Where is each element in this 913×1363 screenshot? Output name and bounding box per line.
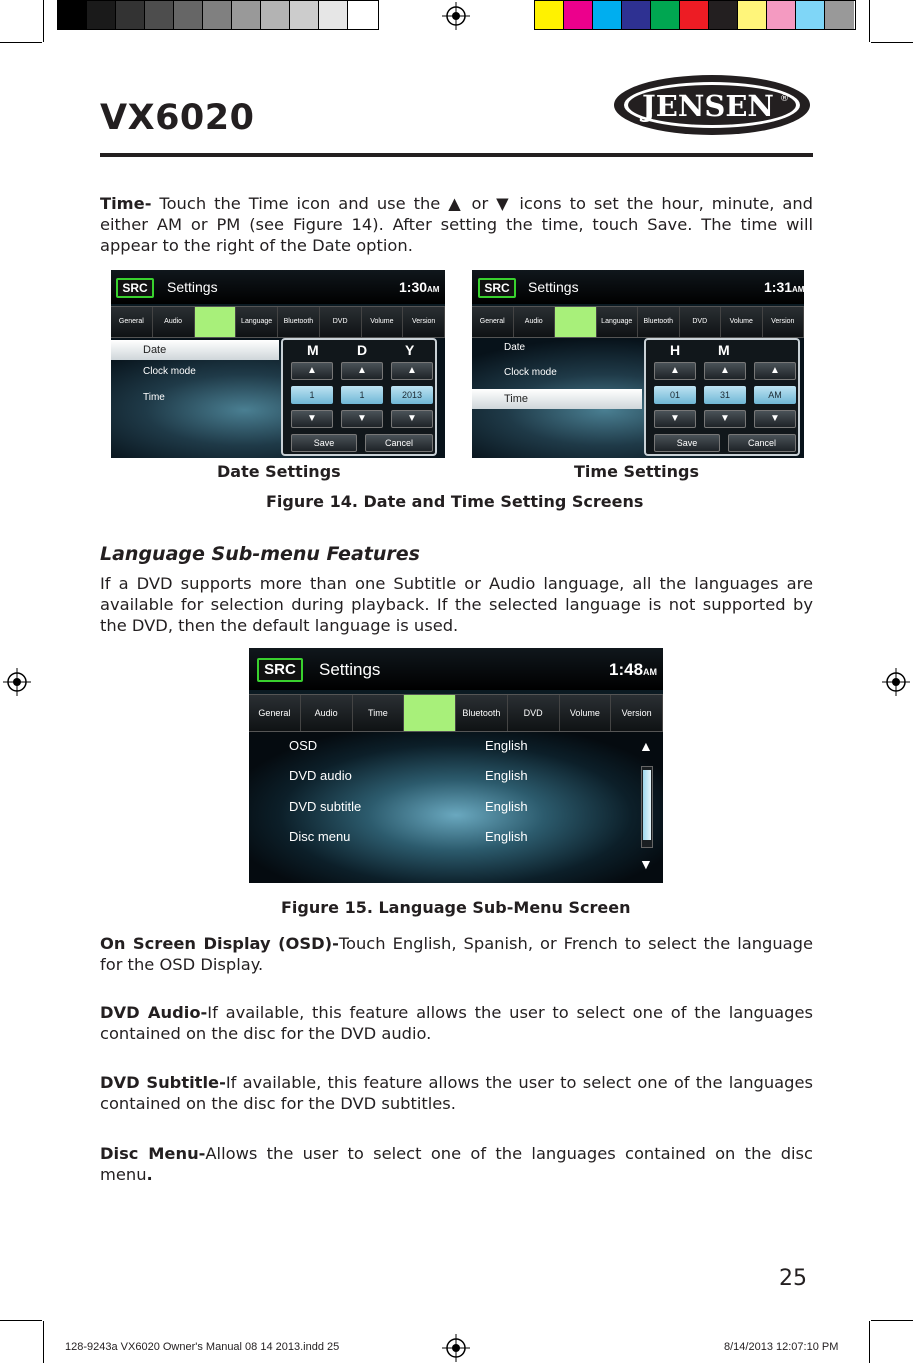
tab-bluetooth[interactable]: Bluetooth	[456, 695, 508, 731]
registration-mark-icon	[882, 668, 910, 696]
picker-header-hour: H	[670, 342, 681, 358]
minute-value: 31	[704, 386, 746, 404]
model-title: VX6020	[100, 98, 255, 138]
menu-item-time[interactable]: Time	[143, 392, 165, 403]
tab-time[interactable]: Time	[555, 307, 597, 337]
language-settings-screen	[249, 648, 663, 883]
hour-down-button[interactable]: ▼	[654, 410, 696, 428]
figure-14-title: Figure 14. Date and Time Setting Screens	[266, 492, 644, 511]
header-rule	[100, 153, 813, 157]
src-button[interactable]: SRC	[257, 658, 303, 682]
crop-mark	[0, 42, 42, 43]
down-arrow-icon: ▼	[496, 194, 512, 213]
scroll-up-icon[interactable]: ▲	[639, 738, 653, 754]
tab-audio[interactable]: Audio	[301, 695, 353, 731]
tab-language[interactable]: Language	[236, 307, 278, 337]
tab-general[interactable]: General	[249, 695, 301, 731]
tab-volume[interactable]: Volume	[560, 695, 612, 731]
tab-time[interactable]: Time	[353, 695, 405, 731]
src-button[interactable]: SRC	[478, 278, 516, 298]
cancel-button[interactable]: Cancel	[728, 434, 796, 452]
menu-item-date[interactable]: Date	[111, 340, 279, 360]
tab-dvd[interactable]: DVD	[680, 307, 722, 337]
grayscale-bar	[57, 0, 379, 30]
screen-top-bar	[111, 270, 445, 304]
menu-item-date[interactable]: Date	[504, 342, 526, 353]
picker-header-year: Y	[405, 342, 415, 358]
crop-mark	[871, 42, 913, 43]
screen-title: Settings	[167, 279, 218, 295]
tab-language[interactable]: Language	[404, 695, 456, 731]
tab-version[interactable]: Version	[403, 307, 445, 337]
date-settings-screen	[111, 270, 445, 458]
registration-mark-icon	[442, 1334, 470, 1362]
disc-menu-row[interactable]: Disc menu	[289, 829, 351, 844]
time-picker	[644, 338, 800, 456]
settings-tabs	[111, 306, 445, 338]
date-picker	[281, 338, 437, 456]
time-settings-screen	[472, 270, 804, 458]
dvd-audio-row[interactable]: DVD audio	[289, 768, 352, 783]
dvd-audio-value[interactable]: English	[485, 768, 528, 783]
save-button[interactable]: Save	[654, 434, 720, 452]
picker-header-minute: M	[718, 342, 730, 358]
picker-header-month: M	[307, 342, 319, 358]
up-arrow-icon: ▲	[448, 194, 464, 213]
screen-top-bar	[249, 648, 663, 690]
picker-header-day: D	[357, 342, 368, 358]
dvd-subtitle-value[interactable]: English	[485, 799, 528, 814]
time-settings-caption: Time Settings	[574, 462, 700, 481]
settings-tabs	[249, 694, 663, 732]
osd-value[interactable]: English	[485, 738, 528, 753]
menu-item-time[interactable]: Time	[472, 389, 642, 409]
crop-mark	[0, 1320, 42, 1321]
tab-volume[interactable]: Volume	[362, 307, 404, 337]
scrollbar-thumb[interactable]	[643, 770, 651, 840]
dvd-subtitle-label: DVD Subtitle-	[100, 1073, 226, 1092]
tab-general[interactable]: General	[111, 307, 153, 337]
brand-text: JENSEN	[642, 89, 774, 123]
year-up-button[interactable]: ▲	[391, 362, 433, 380]
screen-clock: 1:31AM	[764, 279, 804, 295]
language-paragraph: If a DVD supports more than one Subtitle or Audio language, all the languages are available for selection during playback. If the selected language is not supported by the DVD, then the default language is used.	[100, 574, 813, 635]
minute-up-button[interactable]: ▲	[704, 362, 746, 380]
month-up-button[interactable]: ▲	[291, 362, 333, 380]
registration-mark-icon	[3, 668, 31, 696]
crop-mark	[43, 1321, 44, 1363]
registration-mark-icon	[442, 2, 470, 30]
src-button[interactable]: SRC	[116, 278, 154, 298]
disc-menu-label: Disc Menu-	[100, 1144, 206, 1163]
screen-title: Settings	[528, 279, 579, 295]
dvd-subtitle-description: DVD Subtitle-If available, this feature allows the user to select one of the languages contained on the disc for the DVD subtitles.	[100, 1073, 813, 1113]
menu-item-clock-mode[interactable]: Clock mode	[504, 367, 557, 378]
disc-menu-description: Disc Menu-Allows the user to select one of the languages contained on the disc menu.	[100, 1144, 813, 1184]
dvd-subtitle-row[interactable]: DVD subtitle	[289, 799, 362, 814]
ampm-down-button[interactable]: ▼	[754, 410, 796, 428]
day-up-button[interactable]: ▲	[341, 362, 383, 380]
tab-bluetooth[interactable]: Bluetooth	[638, 307, 680, 337]
crop-mark	[871, 1320, 913, 1321]
screen-title: Settings	[319, 660, 381, 679]
month-value: 1	[291, 386, 333, 404]
minute-down-button[interactable]: ▼	[704, 410, 746, 428]
tab-audio[interactable]: Audio	[153, 307, 195, 337]
cancel-button[interactable]: Cancel	[365, 434, 433, 452]
tab-dvd[interactable]: DVD	[320, 307, 362, 337]
day-value: 1	[341, 386, 383, 404]
tab-version[interactable]: Version	[763, 307, 805, 337]
hour-up-button[interactable]: ▲	[654, 362, 696, 380]
crop-mark	[869, 1321, 870, 1363]
day-down-button[interactable]: ▼	[341, 410, 383, 428]
file-slug: 128-9243a VX6020 Owner's Manual 08 14 2013.indd 25	[65, 1341, 340, 1353]
menu-item-clock-mode[interactable]: Clock mode	[143, 366, 196, 377]
crop-mark	[43, 0, 44, 42]
month-down-button[interactable]: ▼	[291, 410, 333, 428]
page-number: 25	[779, 1266, 807, 1291]
osd-description: On Screen Display (OSD)-Touch English, Spanish, or French to select the language for the OSD Display.	[100, 934, 814, 974]
brand-mark: ®	[780, 94, 789, 104]
tab-general[interactable]: General	[472, 307, 514, 337]
ampm-value: AM	[754, 386, 796, 404]
screen-top-bar	[472, 270, 804, 304]
osd-row[interactable]: OSD	[289, 738, 318, 753]
date-slug: 8/14/2013 12:07:10 PM	[724, 1341, 839, 1353]
crop-mark	[869, 0, 870, 42]
tab-audio[interactable]: Audio	[514, 307, 556, 337]
tab-language[interactable]: Language	[597, 307, 639, 337]
scroll-down-icon[interactable]: ▼	[639, 856, 653, 872]
tab-bluetooth[interactable]: Bluetooth	[278, 307, 320, 337]
tab-version[interactable]: Version	[611, 695, 663, 731]
year-value: 2013	[391, 386, 433, 404]
time-paragraph: Time- Touch the Time icon and use the ▲ or ▼ icons to set the hour, minute, and either AM or PM (see Figure 14). After setting the time, touch Save. The time will appear to the right of the Date option.	[100, 194, 813, 255]
time-label: Time-	[100, 194, 152, 213]
tab-volume[interactable]: Volume	[721, 307, 763, 337]
screen-clock: 1:30AM	[399, 279, 440, 295]
ampm-up-button[interactable]: ▲	[754, 362, 796, 380]
dvd-audio-description: DVD Audio-If available, this feature allows the user to select one of the languages contained on the disc for the DVD audio.	[100, 1003, 813, 1043]
tab-time[interactable]: Time	[195, 307, 237, 337]
year-down-button[interactable]: ▼	[391, 410, 433, 428]
tab-dvd[interactable]: DVD	[508, 695, 560, 731]
settings-tabs	[472, 306, 804, 338]
save-button[interactable]: Save	[291, 434, 357, 452]
disc-menu-value[interactable]: English	[485, 829, 528, 844]
dvd-audio-label: DVD Audio-	[100, 1003, 208, 1022]
figure-15-title: Figure 15. Language Sub-Menu Screen	[281, 898, 631, 917]
screen-clock: 1:48AM	[609, 660, 658, 679]
color-bar	[534, 0, 856, 30]
date-settings-caption: Date Settings	[217, 462, 341, 481]
jensen-logo	[612, 73, 812, 137]
osd-label: On Screen Display (OSD)-	[100, 934, 339, 953]
language-heading: Language Sub-menu Features	[100, 543, 420, 565]
hour-value: 01	[654, 386, 696, 404]
